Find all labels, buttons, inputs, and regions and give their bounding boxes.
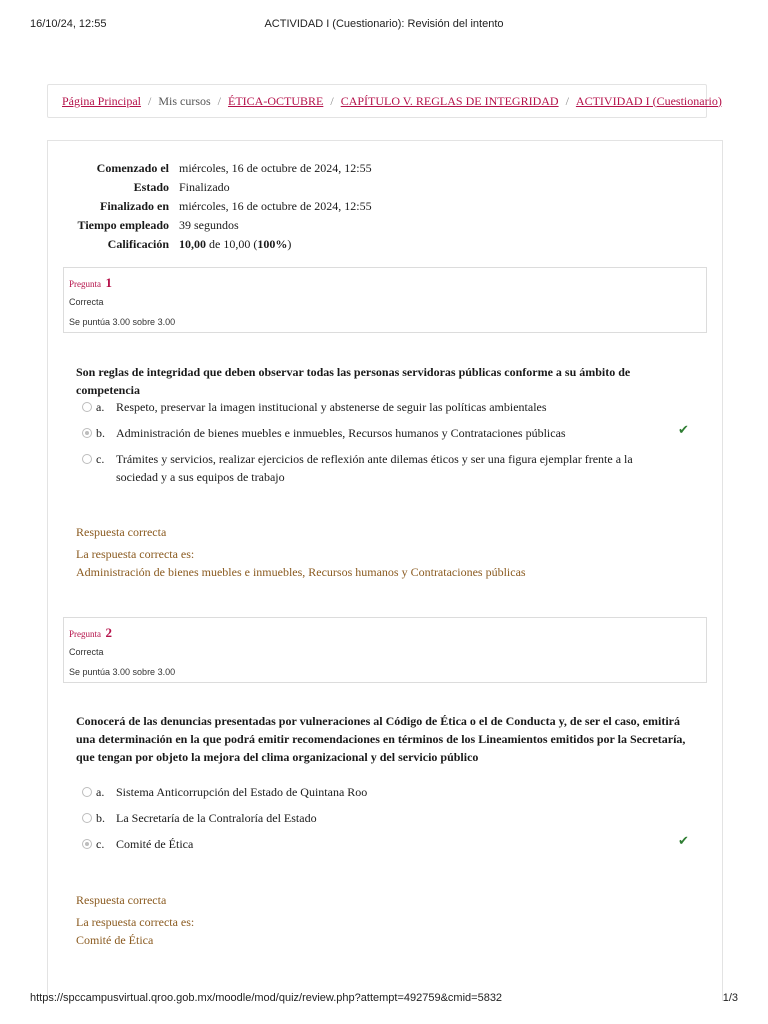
breadcrumb-my-courses: Mis cursos xyxy=(158,93,211,108)
question-info-1 xyxy=(63,267,707,333)
breadcrumb-separator: / xyxy=(330,93,334,108)
question-label: Pregunta xyxy=(69,629,101,639)
radio-icon[interactable] xyxy=(82,787,92,797)
grade-close: ) xyxy=(287,237,292,251)
question-state: Correcta xyxy=(69,297,104,307)
summary-label: Tiempo empleado xyxy=(77,218,169,232)
summary-label: Finalizado en xyxy=(99,199,169,213)
option-text: Sistema Anticorrupción del Estado de Quintana Roo xyxy=(116,785,368,799)
option-text: Administración de bienes muebles e inmuebles, Recursos humanos y Contrataciones públicas xyxy=(116,426,566,440)
option-text: Respeto, preservar la imagen institucional y abstenerse de seguir las políticas ambientales xyxy=(116,400,547,414)
print-footer xyxy=(30,992,738,1008)
grade-of: de 10,00 ( xyxy=(209,237,258,251)
summary-row-time xyxy=(48,218,722,237)
feedback-answer-2: Comité de Ética xyxy=(76,933,154,947)
question-state: Correcta xyxy=(69,647,104,657)
radio-icon[interactable] xyxy=(82,402,92,412)
summary-value: 39 segundos xyxy=(179,218,239,232)
option-letter: a. xyxy=(96,785,105,799)
option-letter: a. xyxy=(96,400,105,414)
question-info-2 xyxy=(63,617,707,683)
summary-label: Estado xyxy=(133,180,169,194)
option-letter: c. xyxy=(96,452,105,466)
check-icon: ✔ xyxy=(678,423,689,438)
question-text-1: Son reglas de integridad que deben observar todas las personas servidoras públicas conforme a su ámbito de competencia xyxy=(76,365,631,397)
option-text: Comité de Ética xyxy=(116,837,194,851)
grade-value xyxy=(179,237,291,252)
summary-value: miércoles, 16 de octubre de 2024, 12:55 xyxy=(179,199,372,213)
print-url: https://spccampusvirtual.qroo.gob.mx/moodle/mod/quiz/review.php?attempt=492759&cmid=5832 xyxy=(30,992,503,1004)
option-letter: b. xyxy=(96,811,105,825)
grade-score: 10,00 xyxy=(179,237,206,251)
radio-icon[interactable] xyxy=(82,839,92,849)
breadcrumb-home-link[interactable]: Página Principal xyxy=(62,93,141,108)
feedback-status-2: Respuesta correcta xyxy=(76,893,167,907)
breadcrumb-separator: / xyxy=(147,93,152,108)
summary-label: Calificación xyxy=(107,237,169,251)
option-text: La Secretaría de la Contraloría del Estado xyxy=(116,811,317,825)
print-header xyxy=(30,18,738,34)
breadcrumb xyxy=(47,84,722,118)
question-number: 2 xyxy=(105,625,112,640)
feedback-label-1: La respuesta correcta es: xyxy=(76,547,195,561)
summary-row-started xyxy=(48,161,722,180)
print-page-number: 1/3 xyxy=(722,992,738,1004)
check-icon: ✔ xyxy=(678,834,689,849)
breadcrumb-activity-link[interactable]: ACTIVIDAD I (Cuestionario) xyxy=(575,93,722,108)
summary-value: miércoles, 16 de octubre de 2024, 12:55 xyxy=(179,161,372,175)
feedback-answer-1: Administración de bienes muebles e inmuebles, Recursos humanos y Contrataciones públicas xyxy=(76,565,526,579)
breadcrumb-separator: / xyxy=(565,93,569,108)
question-grade: Se puntúa 3.00 sobre 3.00 xyxy=(69,667,176,677)
print-title: ACTIVIDAD I (Cuestionario): Revisión del intento xyxy=(264,18,504,30)
radio-icon[interactable] xyxy=(82,454,92,464)
option-text: Trámites y servicios, realizar ejercicios de reflexión ante dilemas éticos y ser una figura ejemplar frente a la sociedad y a sus equipos de trabajo xyxy=(116,452,633,484)
summary-label: Comenzado el xyxy=(96,161,169,175)
summary-row-finished xyxy=(48,199,722,218)
option-letter: c. xyxy=(96,837,105,851)
breadcrumb-course-link[interactable]: ÉTICA-OCTUBRE xyxy=(228,93,324,108)
summary-row-grade xyxy=(48,237,722,256)
grade-percent: 100% xyxy=(257,237,288,251)
radio-icon[interactable] xyxy=(82,813,92,823)
option-letter: b. xyxy=(96,426,105,440)
breadcrumb-separator: / xyxy=(217,93,222,108)
print-datetime: 16/10/24, 12:55 xyxy=(30,18,107,30)
attempt-summary xyxy=(48,161,722,256)
feedback-label-2: La respuesta correcta es: xyxy=(76,915,195,929)
quiz-review-region xyxy=(47,140,723,1001)
question-number: 1 xyxy=(105,275,112,290)
feedback-status-1: Respuesta correcta xyxy=(76,525,167,539)
question-label: Pregunta xyxy=(69,279,101,289)
question-grade: Se puntúa 3.00 sobre 3.00 xyxy=(69,317,176,327)
radio-icon[interactable] xyxy=(82,428,92,438)
summary-row-state xyxy=(48,180,722,199)
summary-value: Finalizado xyxy=(179,180,230,194)
question-text-2: Conocerá de las denuncias presentadas por vulneraciones al Código de Ética o el de Conducta y, de ser el caso, emitirá una determinación en la que podrá emitir recomendaciones en términos de los Lineamientos emitidos por la Secretaría, que tengan por objeto la mejora del clima organizacional y del servicio público xyxy=(76,714,686,764)
breadcrumb-section-link[interactable]: CAPÍTULO V. REGLAS DE INTEGRIDAD xyxy=(340,93,559,108)
